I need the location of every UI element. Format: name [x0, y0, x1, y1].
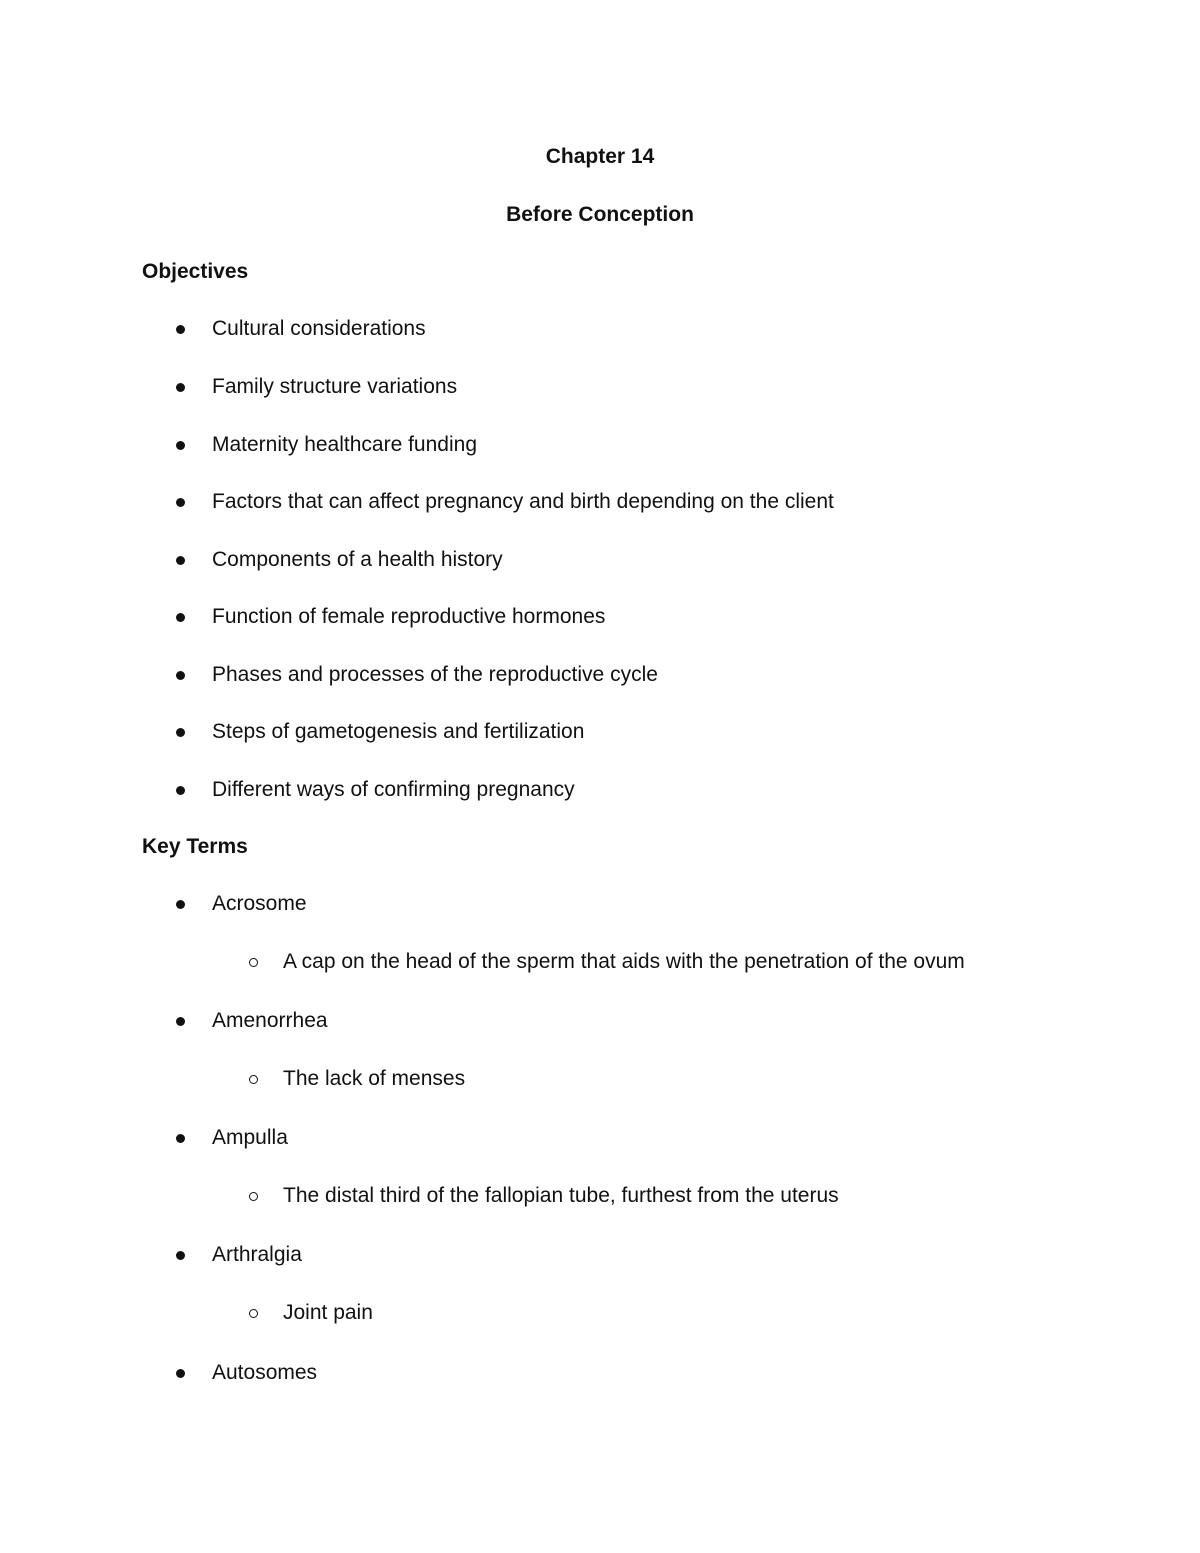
- key-terms-heading: Key Terms: [142, 835, 248, 858]
- bullet-icon: [176, 441, 185, 450]
- bullet-icon: [176, 613, 185, 622]
- key-term-definition: Joint pain: [283, 1301, 373, 1324]
- bullet-icon: [176, 325, 185, 334]
- circle-bullet-icon: [249, 1075, 258, 1084]
- list-item: Family structure variations: [212, 375, 458, 398]
- key-term: Acrosome: [212, 892, 307, 915]
- bullet-icon: [176, 1251, 185, 1260]
- bullet-icon: [176, 900, 185, 909]
- bullet-icon: [176, 1017, 185, 1026]
- bullet-icon: [176, 786, 185, 795]
- key-term-definition: The distal third of the fallopian tube, furthest from the uterus: [283, 1184, 839, 1207]
- list-item: Factors that can affect pregnancy and birth depending on the client: [212, 490, 834, 513]
- key-term-definition: A cap on the head of the sperm that aids with the penetration of the ovum: [283, 950, 965, 973]
- bullet-icon: [176, 498, 185, 507]
- list-item: Maternity healthcare funding: [212, 433, 477, 456]
- list-item: Cultural considerations: [212, 317, 426, 340]
- key-term: Ampulla: [212, 1126, 288, 1149]
- list-item: Function of female reproductive hormones: [212, 605, 606, 628]
- circle-bullet-icon: [249, 1309, 258, 1318]
- list-item: Components of a health history: [212, 548, 503, 571]
- chapter-title: Chapter 14: [545, 145, 655, 168]
- key-term-definition: The lack of menses: [283, 1067, 466, 1090]
- page-title: Before Conception: [506, 203, 694, 226]
- key-term: Arthralgia: [212, 1243, 302, 1266]
- objectives-heading: Objectives: [142, 260, 249, 283]
- bullet-icon: [176, 671, 185, 680]
- list-item: Phases and processes of the reproductive cycle: [212, 663, 658, 686]
- circle-bullet-icon: [249, 958, 258, 967]
- list-item: Different ways of confirming pregnancy: [212, 778, 575, 801]
- bullet-icon: [176, 1134, 185, 1143]
- key-term: Amenorrhea: [212, 1009, 328, 1032]
- bullet-icon: [176, 383, 185, 392]
- circle-bullet-icon: [249, 1192, 258, 1201]
- bullet-icon: [176, 556, 185, 565]
- key-term: Autosomes: [212, 1361, 318, 1384]
- list-item: Steps of gametogenesis and fertilization: [212, 720, 585, 743]
- bullet-icon: [176, 728, 185, 737]
- bullet-icon: [176, 1369, 185, 1378]
